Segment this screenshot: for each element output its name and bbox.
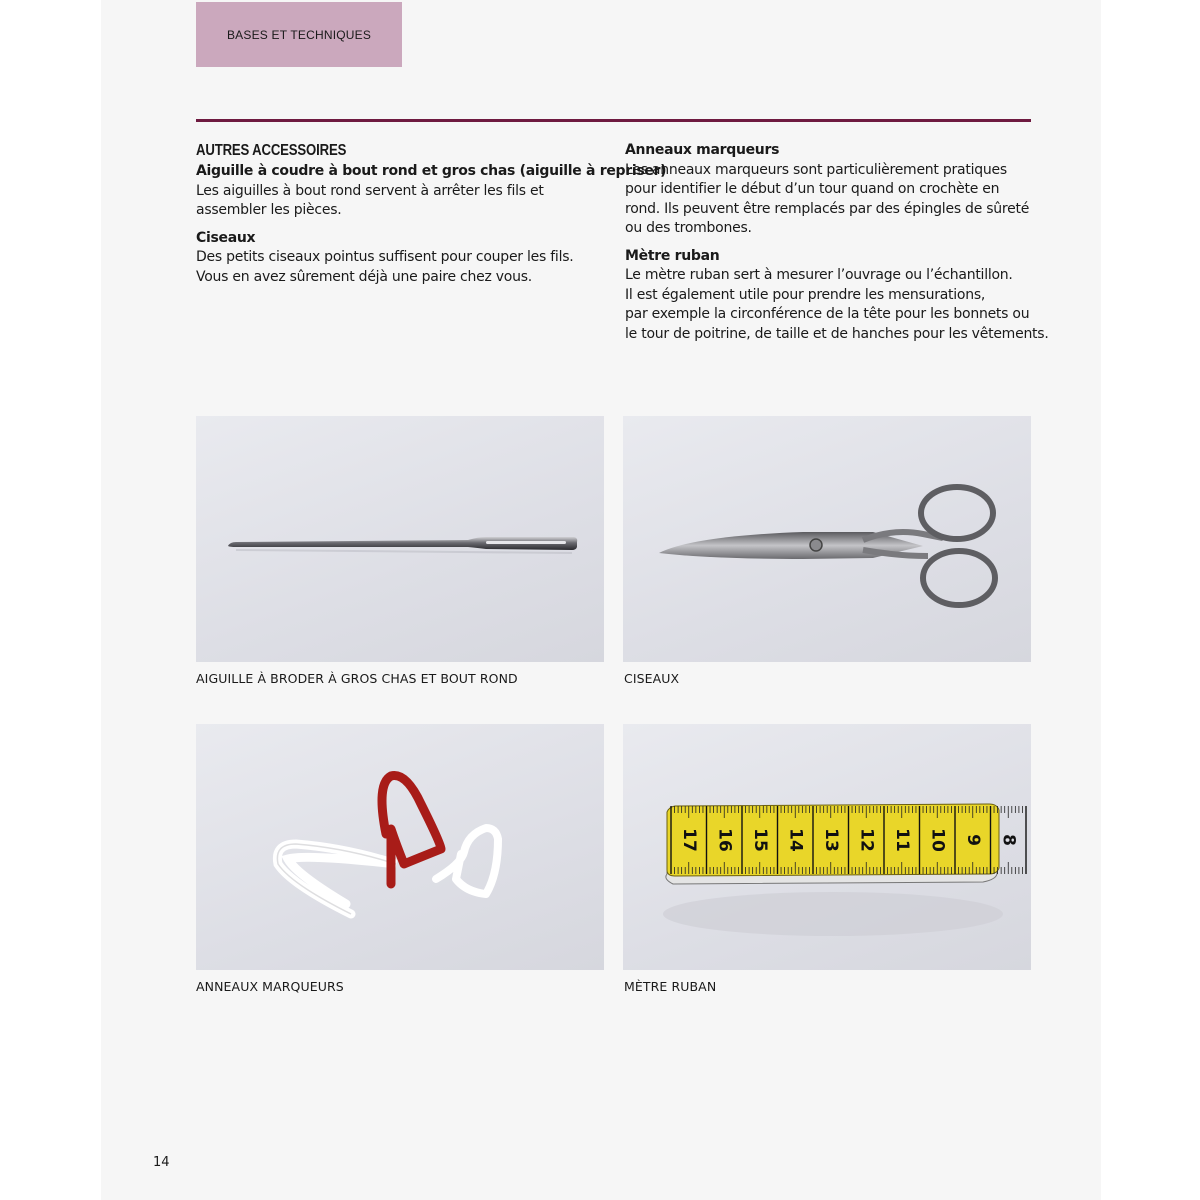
needle-caption: AIGUILLE À BRODER À GROS CHAS ET BOUT ROND <box>196 671 518 686</box>
tape-number: 9 <box>962 834 983 846</box>
tape-number: 13 <box>820 828 841 852</box>
right-column <box>625 141 1049 352</box>
needle-eye <box>486 541 566 544</box>
white-marker-small <box>436 828 498 894</box>
markers-illustration <box>196 724 604 970</box>
red-marker <box>382 776 441 884</box>
scissors-screw <box>810 539 822 551</box>
tape-number: 8 <box>998 834 1019 846</box>
tape-number: 10 <box>927 828 948 852</box>
tape-shadow <box>663 892 1003 936</box>
tape-number: 12 <box>856 828 877 852</box>
page-number: 14 <box>153 1155 170 1170</box>
section-divider <box>196 119 1031 122</box>
scissors-caption: CISEAUX <box>624 671 680 686</box>
text-line: par exemple la circonférence de la tête pour les bonnets ou <box>625 306 1030 322</box>
tape-measure-illustration <box>623 724 1031 970</box>
left-column <box>196 140 667 295</box>
text-line: pour identifier le début d’un tour quand on crochète en <box>625 181 1000 197</box>
text-line: rond. Ils peuvent être remplacés par des épingles de sûreté <box>625 200 1030 217</box>
section-title: AUTRES ACCESSOIRES <box>196 142 347 159</box>
text-line: Les anneaux marqueurs sont particulièrement pratiques <box>625 161 1007 178</box>
tape-number: 15 <box>749 828 770 852</box>
scissors-illustration <box>623 416 1031 662</box>
scissors-heading: Ciseaux <box>196 229 256 246</box>
section-tab <box>196 2 402 67</box>
tape-caption: MÈTRE RUBAN <box>624 979 717 994</box>
markers-text <box>625 161 1035 239</box>
markers-caption: ANNEAUX MARQUEURS <box>196 979 344 994</box>
section-tab-label: BASES ET TECHNIQUES <box>226 27 372 42</box>
text-line: Les aiguilles à bout rond servent à arrêter les fils et <box>196 182 544 199</box>
tape-text <box>625 266 1049 344</box>
needle-illustration <box>196 416 604 662</box>
scissors-photo <box>623 416 1031 662</box>
text-line: Vous en avez sûrement déjà une paire chez vous. <box>196 268 532 285</box>
text-line: Le mètre ruban sert à mesurer l’ouvrage ou l’échantillon. <box>625 267 1013 283</box>
text-line: le tour de poitrine, de taille et de hanches pour les vêtements. <box>625 325 1049 342</box>
scissors-ring-top <box>921 487 993 539</box>
text-line: Il est également utile pour prendre les mensurations, <box>625 286 986 303</box>
needle-photo <box>196 416 604 662</box>
tape-number: 11 <box>891 828 912 852</box>
scissors-ring-bottom <box>923 551 995 605</box>
tape-number: 16 <box>714 828 735 852</box>
tape-graduations <box>671 806 1026 874</box>
tape-heading: Mètre ruban <box>625 247 720 264</box>
text-line: ou des trombones. <box>625 220 752 236</box>
tape-number: 17 <box>678 828 699 852</box>
needle-heading: Aiguille à coudre à bout rond et gros chas (aiguille à repriser) <box>196 163 667 179</box>
tape-number: 14 <box>785 828 806 852</box>
needle-shadow <box>236 550 572 553</box>
needle-text <box>196 182 606 221</box>
white-marker-large <box>277 844 396 914</box>
stitch-markers-photo <box>196 724 604 970</box>
markers-heading: Anneaux marqueurs <box>625 142 780 158</box>
tape-measure-photo <box>623 724 1031 970</box>
text-line: Des petits ciseaux pointus suffisent pour couper les fils. <box>196 249 574 265</box>
text-line: assembler les pièces. <box>196 202 342 218</box>
scissors-text <box>196 248 606 287</box>
